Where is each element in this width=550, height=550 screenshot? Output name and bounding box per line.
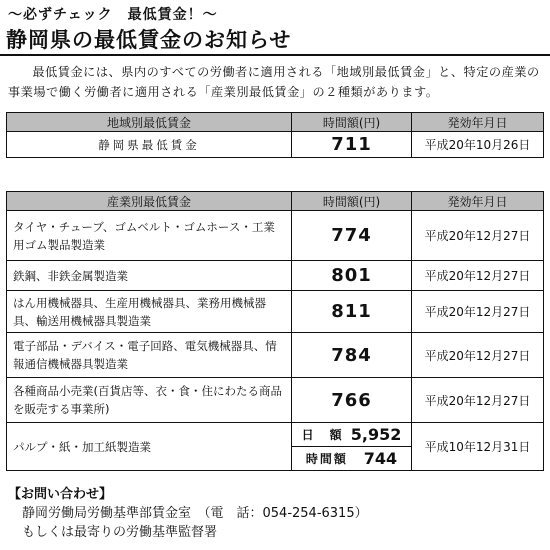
industry-amount: 774 — [292, 211, 412, 261]
table-row — [7, 132, 544, 158]
industry-name: 電子部品・デバイス・電子回路、電気機械器具、情報通信機械器具製造業 — [7, 333, 292, 378]
pulp-hourly-cell — [292, 447, 412, 471]
title-divider — [0, 54, 550, 56]
table-row — [7, 291, 544, 333]
industry-date: 平成20年12月27日 — [412, 261, 544, 291]
table-row — [7, 333, 544, 378]
regional-header-date: 発効年月日 — [412, 113, 544, 132]
page-title: 静岡県の最低賃金のお知らせ — [6, 28, 292, 52]
industry-date: 平成20年12月27日 — [412, 333, 544, 378]
contact-section — [8, 485, 368, 542]
contact-heading: 【お問い合わせ】 — [8, 487, 113, 502]
regional-header-amount: 時間額(円) — [292, 113, 412, 132]
regional-table-header — [7, 113, 544, 132]
industry-amount: 784 — [292, 333, 412, 378]
pulp-name: パルプ・紙・加工紙製造業 — [7, 423, 292, 471]
regional-wage-table — [6, 112, 544, 158]
industry-date: 平成20年12月27日 — [412, 291, 544, 333]
table-row — [7, 378, 544, 423]
regional-date: 平成20年10月26日 — [412, 132, 544, 158]
industry-table-header — [7, 192, 544, 211]
table-row — [7, 211, 544, 261]
contact-office: 静岡労働局労働基準部賃金室 （電 話：054-254-6315） — [22, 506, 368, 521]
intro-paragraph: 最低賃金には、県内のすべての労働者に適用される「地域別最低賃金」と、特定の産業の事業場で働く労働者に適用される「産業別最低賃金」の２種類があります。 — [8, 65, 540, 99]
regional-header-category: 地域別最低賃金 — [7, 113, 292, 132]
table-row — [7, 261, 544, 291]
regional-amount: 711 — [292, 132, 412, 158]
industry-header-amount: 時間額(円) — [292, 192, 412, 211]
industry-name: 鉄鋼、非鉄金属製造業 — [7, 261, 292, 291]
contact-alternative: もしくは最寄りの労働基準監督署 — [22, 525, 218, 540]
industry-amount: 811 — [292, 291, 412, 333]
industry-wage-table — [6, 191, 544, 471]
industry-header-date: 発効年月日 — [412, 192, 544, 211]
industry-amount: 766 — [292, 378, 412, 423]
industry-header-category: 産業別最低賃金 — [7, 192, 292, 211]
pulp-date: 平成10年12月31日 — [412, 423, 544, 471]
industry-date: 平成20年12月27日 — [412, 211, 544, 261]
pulp-daily-cell — [292, 423, 412, 447]
pulp-hourly-label: 時間額 — [305, 452, 348, 466]
pulp-daily-label: 日 額 — [301, 428, 344, 442]
regional-name: 静岡県最低賃金 — [7, 132, 292, 158]
table-row — [7, 423, 544, 447]
industry-date: 平成20年12月27日 — [412, 378, 544, 423]
industry-name: タイヤ・チューブ、ゴムベルト・ゴムホース・工業用ゴム製品製造業 — [7, 211, 292, 261]
pulp-hourly-amount: 744 — [363, 449, 398, 468]
industry-name: 各種商品小売業(百貨店等、衣・食・住にわたる商品を販売する事業所) — [7, 378, 292, 423]
page-subtitle: ～必ずチェック 最低賃金！～ — [8, 7, 218, 23]
industry-name: はん用機械器具、生産用機械器具、業務用機械器具、輸送用機械器具製造業 — [7, 291, 292, 333]
industry-amount: 801 — [292, 261, 412, 291]
pulp-daily-amount: 5,952 — [350, 425, 402, 444]
